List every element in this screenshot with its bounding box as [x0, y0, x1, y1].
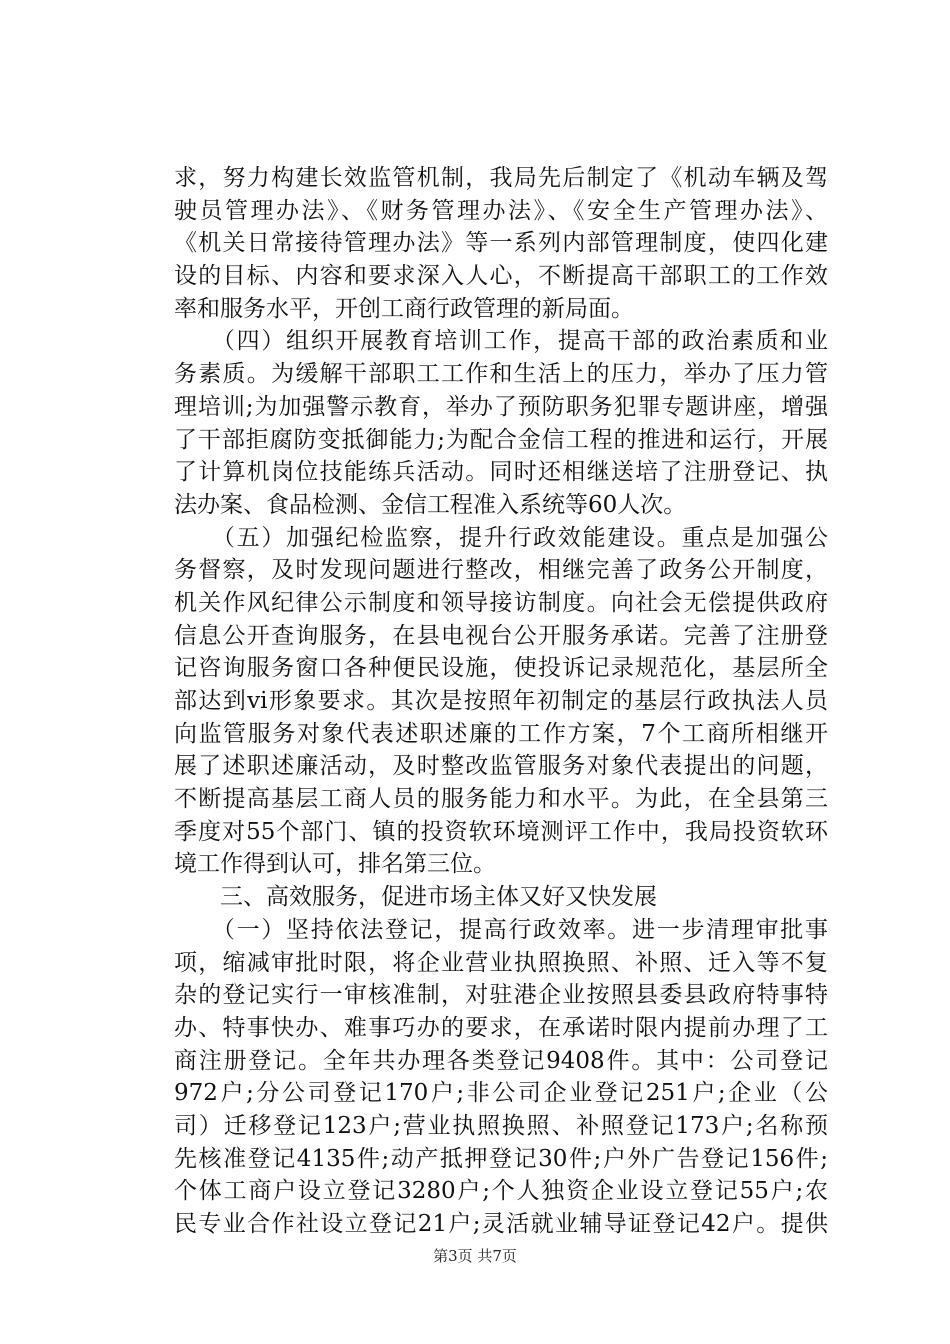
text-line: 法办案、食品检测、金信工程准入系统等60人次。: [174, 491, 687, 518]
text-line: 《机关日常接待管理办法》等一系列内部管理制度，使四化建: [174, 230, 828, 257]
text-line: （五）加强纪检监察，提升行政效能建设。重点是加强公: [174, 524, 828, 551]
text-line: 展了述职述廉活动，及时整改监管服务对象代表提出的问题，: [174, 753, 828, 780]
text-line: 率和服务水平，开创工商行政管理的新局面。: [174, 295, 634, 322]
text-line: 境工作得到认可，排名第三位。: [174, 851, 496, 878]
text-line: 设的目标、内容和要求深入人心，不断提高干部职工的工作效: [174, 263, 828, 290]
text-line: 信息公开查询服务，在县电视台公开服务承诺。完善了注册登: [174, 622, 828, 649]
text-line: 不断提高基层工商人员的服务能力和水平。为此，在全县第三: [174, 786, 828, 813]
text-line: 驶员管理办法》、《财务管理办法》、《安全生产管理办法》、: [174, 197, 828, 224]
text-line: 记咨询服务窗口各种便民设施，使投诉记录规范化，基层所全: [174, 655, 828, 682]
text-line: 理培训;为加强警示教育，举办了预防职务犯罪专题讲座，增强: [174, 393, 828, 420]
text-line: 民专业合作社设立登记21户;灵活就业辅导证登记42户。提供: [174, 1211, 828, 1237]
text-line: 个体工商户设立登记3280户;个人独资企业设立登记55户;农: [174, 1178, 828, 1205]
text-line: 季度对55个部门、镇的投资软环境测评工作中，我局投资软环: [174, 818, 828, 845]
text-line: 务督察，及时发现问题进行整改，相继完善了政务公开制度，: [174, 557, 828, 584]
text-line: 务素质。为缓解干部职工工作和生活上的压力，举办了压力管: [174, 361, 828, 388]
text-line: 机关作风纪律公示制度和领导接访制度。向社会无偿提供政府: [174, 589, 828, 616]
text-line: 了干部拒腐防变抵御能力;为配合金信工程的推进和运行，开展: [174, 426, 828, 453]
text-line: （四）组织开展教育培训工作，提高干部的政治素质和业: [174, 328, 828, 355]
text-line: 先核准登记4135件;动产抵押登记30件;户外广告登记156件;: [174, 1145, 828, 1172]
text-line: 三、高效服务，促进市场主体又好又快发展: [174, 884, 657, 911]
text-line: 项，缩减审批时限，将企业营业执照换照、补照、迁入等不复: [174, 949, 828, 976]
page-number: 第3页 共7页: [433, 1247, 517, 1265]
text-line: 了计算机岗位技能练兵活动。同时还相继送培了注册登记、执: [174, 459, 828, 486]
text-line: 杂的登记实行一审核准制，对驻港企业按照县委县政府特事特: [174, 982, 828, 1009]
text-line: 部达到vi形象要求。其次是按照年初制定的基层行政执法人员: [174, 688, 828, 714]
text-line: 求，努力构建长效监管机制，我局先后制定了《机动车辆及驾: [174, 165, 828, 191]
text-line: 司）迁移登记123户;营业执照换照、补照登记173户;名称预: [174, 1112, 828, 1139]
text-line: 办、特事快办、难事巧办的要求，在承诺时限内提前办理了工: [174, 1014, 828, 1041]
text-line: 商注册登记。全年共办理各类登记9408件。其中：公司登记: [174, 1047, 828, 1074]
text-line: （一）坚持依法登记，提高行政效率。进一步清理审批事: [174, 916, 828, 943]
text-line: 972户;分公司登记170户;非公司企业登记251户;企业（公: [174, 1080, 828, 1107]
page-footer: [0, 1245, 950, 1266]
document-body: [174, 162, 828, 1241]
text-line: 向监管服务对象代表述职述廉的工作方案，7个工商所相继开: [174, 720, 828, 747]
